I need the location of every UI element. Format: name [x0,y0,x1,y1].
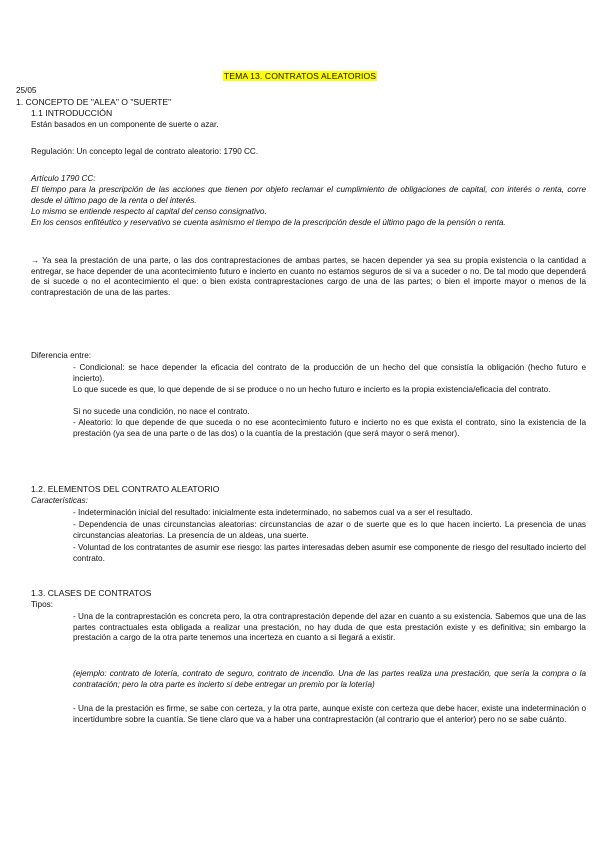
section3-type-1-example: (ejemplo: contrato de lotería, contrato de seguro, contrato de incendio. Una de las partes realiza una prestación, que sería la compra o la contratación; pero la otra parte es incierto si debe entregar un premio por la lotería) [73,669,586,689]
section3-heading: 1.3. CLASES DE CONTRATOS [31,588,152,598]
regulacion-text: Regulación: Un concepto legal de contrato aleatorio: 1790 CC. [31,147,259,156]
difference-label: Diferencia entre: [31,351,92,360]
date-label: 25/05 [16,86,37,95]
article-title: Artículo 1790 CC: [31,174,96,183]
difference-condicional-3: Si no sucede una condición, no nace el contrato. [73,407,250,416]
section2-bullet-2: - Dependencia de unas circunstancias aleatorias: circunstancias de azar o de suerte que es lo que hacen incierto. La presencia de unas circunstancias aleatorias. La presencia de un aldeas, una suerte. [73,520,586,540]
section3-type-1: - Una de la contraprestación es concreta pero, la otra contraprestación depende del azar en cuanto a su existencia. Sabemos que una de las partes contractuales esta obligada a realizar una prestación, no hay duda de que esta prestación existe y es definitiva; sin embargo la prestación a cargo de la otra parte tenemos una incerteza en cuanto a si llegará a existir. [73,612,586,643]
difference-condicional: - Condicional: se hace depender la eficacia del contrato de la producción de un hecho del que consistía la obligación (hecho futuro e incierto). [73,363,586,383]
title-row [0,71,600,83]
article-paragraph-1: El tiempo para la prescripción de las acciones que tienen por objeto reclamar el cumplimiento de obligaciones de capital, con interés o renta, corre desde el último pago de la renta o del interés. [31,185,586,205]
section3-type-2: - Una de la prestación es firme, se sabe con certeza, y la otra parte, aunque existe con certeza que debe hacer, existe una indeterminación o incertidumbre sobre la cuantía. Se tiene claro que va a haber una contraprestación (al contrario que el anterior) pero no se sabe cuánto. [73,704,586,724]
article-paragraph-3: En los censos enfitéutico y reservativo se cuenta asimismo el tiempo de la prescripción desde el último pago de la pensión o renta. [31,218,506,227]
section2-bullet-1: - Indeterminación inicial del resultado: inicialmente esta indeterminado, no sabemos cual va a ser el resultado. [73,508,473,517]
section3-label: Tipos: [31,600,53,609]
difference-condicional-2: Lo que sucede es que, lo que depende de si se produce o no un hecho futuro e incierto es la propia existencia/eficacia del contrato. [73,385,551,394]
document-title: TEMA 13. CONTRATOS ALEATORIOS [223,71,377,81]
section2-label: Características: [31,496,88,505]
section1-subheading: 1.1 INTRODUCCIÓN [31,108,113,118]
article-paragraph-2: Lo mismo se entiende respecto al capital del censo consignativo. [31,207,267,216]
arrow-paragraph: → Ya sea la prestación de una parte, o las dos contraprestaciones de ambas partes, se hacen depender ya sea su propia existencia o la cantidad a entregar, se hace depender de una acontecimiento futuro e incierto en cuanto no estamos seguros de si va a suceder o no. De tal modo que dependerá de si sucede o no el acontecimiento el que: o bien exista contraprestaciones cargo de una de las partes; o bien el importe mayor o menos de la contraprestación de una de las partes. [31,256,586,297]
section2-heading: 1.2. ELEMENTOS DEL CONTRATO ALEATORIO [31,484,220,494]
intro-text: Están basados en un componente de suerte o azar. [31,120,219,129]
difference-aleatorio: - Aleatorio: lo que depende de que suceda o no ese acontecimiento futuro e incierto no es que exista el contrato, sino la existencia de la prestación (ya sea de una parte o de las dos) o la cuantía de la prestación (que será mayor o será menor). [73,418,586,438]
section1-heading: 1. CONCEPTO DE "ALEA" O "SUERTE" [16,97,172,107]
section2-bullet-3: - Voluntad de los contratantes de asumir ese riesgo: las partes interesadas deben asumir ese componente de riesgo del resultado incierto del contrato. [73,543,586,563]
